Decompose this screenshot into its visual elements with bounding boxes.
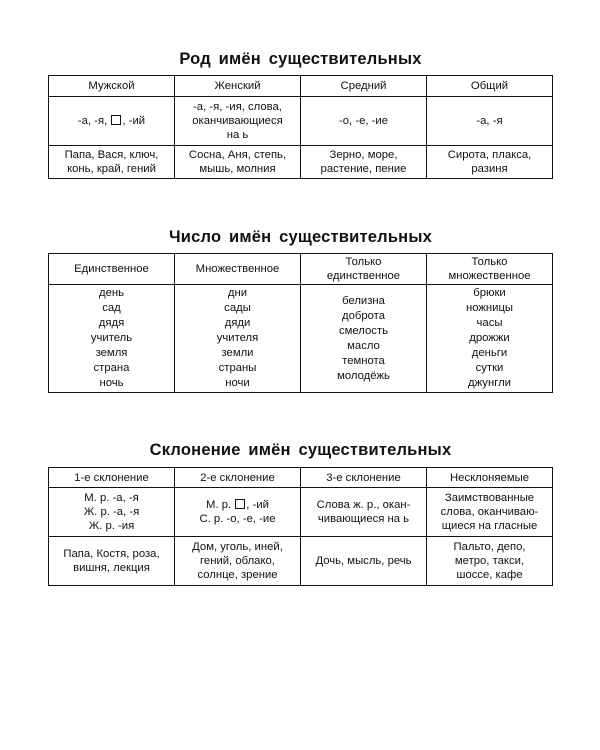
header-line: Только bbox=[471, 256, 508, 268]
word: земля bbox=[95, 347, 128, 359]
plural-words bbox=[175, 285, 301, 393]
header-line: Только bbox=[345, 256, 382, 268]
word: учителя bbox=[216, 332, 259, 344]
indeclinable-examples bbox=[427, 537, 553, 586]
example-line: вишня, лекция bbox=[73, 562, 150, 574]
header-third-declension: 3-е склонение bbox=[301, 468, 427, 488]
declension-examples-row bbox=[49, 537, 553, 586]
word: сутки bbox=[475, 362, 504, 374]
header-masculine: Мужской bbox=[49, 76, 175, 97]
word: дни bbox=[227, 287, 248, 299]
second-declension-rules bbox=[175, 488, 301, 537]
word: ножницы bbox=[465, 302, 514, 314]
rule-line: слова, оканчиваю- bbox=[440, 506, 539, 518]
declension-section bbox=[48, 439, 553, 586]
header-first-declension: 1-е склонение bbox=[49, 468, 175, 488]
word: темнота bbox=[342, 354, 385, 367]
neuter-endings: -о, -е, -ие bbox=[301, 97, 427, 146]
rule-line: щиеся на гласные bbox=[441, 520, 538, 532]
first-declension-examples bbox=[49, 537, 175, 586]
word: белизна bbox=[342, 294, 385, 307]
example-line: гений, облако, bbox=[200, 555, 275, 567]
example-line: растение, пение bbox=[320, 163, 407, 175]
gender-section bbox=[48, 48, 553, 179]
feminine-examples bbox=[175, 146, 301, 179]
common-endings: -а, -я bbox=[427, 97, 553, 146]
gender-header-row bbox=[49, 76, 553, 97]
header-indeclinable: Несклоняемые bbox=[427, 468, 553, 488]
rule-line: Заимствованные bbox=[444, 492, 535, 504]
rule-line: чивающиеся на ь bbox=[317, 513, 410, 525]
neuter-examples bbox=[301, 146, 427, 179]
word: доброта bbox=[342, 309, 385, 322]
second-masc-pre: М. р. bbox=[206, 499, 232, 511]
word: сад bbox=[102, 302, 121, 314]
word: деньги bbox=[471, 347, 508, 359]
word: страна bbox=[93, 362, 130, 374]
rule-line bbox=[179, 498, 296, 512]
feminine-endings bbox=[175, 97, 301, 146]
word: джунгли bbox=[468, 377, 511, 389]
header-line: единственное bbox=[326, 270, 401, 282]
word: смелость bbox=[338, 324, 389, 337]
example-line: Папа, Вася, ключ, bbox=[64, 149, 159, 161]
indeclinable-rules bbox=[427, 488, 553, 537]
example-line: Дочь, мысль, речь bbox=[315, 555, 412, 567]
masculine-endings bbox=[49, 97, 175, 146]
header-plural-only bbox=[427, 254, 553, 285]
masculine-examples bbox=[49, 146, 175, 179]
example-line: Пальто, депо, bbox=[453, 541, 526, 553]
number-title: Число имён существительных bbox=[168, 228, 432, 246]
declension-rules-row bbox=[49, 488, 553, 537]
rule-line: М. р. -а, -я bbox=[84, 492, 139, 504]
word: часы bbox=[476, 317, 503, 329]
plural-only-words bbox=[427, 285, 553, 393]
gender-title: Род имён существительных bbox=[179, 50, 422, 68]
header-line: Множественное bbox=[195, 263, 280, 275]
singular-only-words bbox=[301, 285, 427, 393]
example-line: Зерно, море, bbox=[329, 149, 398, 161]
word: брюки bbox=[473, 287, 506, 299]
declension-header-row bbox=[49, 468, 553, 488]
example-line: солнце, зрение bbox=[197, 569, 278, 581]
rule-line: Слова ж. р., окан- bbox=[316, 499, 411, 511]
example-line: Сосна, Аня, степь, bbox=[188, 149, 287, 161]
example-line: Папа, Костя, роза, bbox=[63, 548, 160, 560]
feminine-endings-line: на ь bbox=[226, 129, 249, 141]
example-line: Сирота, плакса, bbox=[447, 149, 532, 161]
header-neuter: Средний bbox=[301, 76, 427, 97]
number-section bbox=[48, 226, 553, 393]
word: ночь bbox=[99, 377, 124, 389]
example-line: конь, край, гений bbox=[67, 163, 156, 175]
word: учитель bbox=[90, 332, 133, 344]
rule-line: Ж. р. -ия bbox=[88, 520, 135, 532]
word: земли bbox=[221, 347, 254, 359]
word: дрожжи bbox=[469, 332, 510, 344]
example-line: мышь, молния bbox=[199, 163, 276, 175]
feminine-endings-line: оканчивающиеся bbox=[192, 115, 283, 127]
gender-examples-row bbox=[49, 146, 553, 179]
singular-words bbox=[49, 285, 175, 393]
header-common: Общий bbox=[427, 76, 553, 97]
zero-ending-box-icon bbox=[235, 499, 245, 509]
rule-line: С. р. -о, -е, -ие bbox=[199, 513, 276, 525]
number-header-row bbox=[49, 254, 553, 285]
rule-line: Ж. р. -а, -я bbox=[83, 506, 140, 518]
example-line: шоссе, кафе bbox=[456, 569, 523, 581]
feminine-endings-line: -а, -я, -ия, слова, bbox=[193, 101, 282, 113]
example-line: метро, такси, bbox=[454, 555, 525, 567]
word: ночи bbox=[225, 377, 250, 389]
third-declension-rules bbox=[301, 488, 427, 537]
gender-table bbox=[48, 75, 553, 179]
word: молодёжь bbox=[337, 369, 390, 382]
masculine-endings-post: , -ий bbox=[122, 115, 146, 127]
header-line: множественное bbox=[448, 270, 531, 282]
number-table bbox=[48, 253, 553, 393]
second-declension-examples bbox=[175, 537, 301, 586]
header-feminine: Женский bbox=[175, 76, 301, 97]
word: страны bbox=[218, 362, 257, 374]
word: сады bbox=[224, 302, 251, 314]
example-line: разиня bbox=[471, 163, 508, 175]
header-singular-only bbox=[301, 254, 427, 285]
number-words-row bbox=[49, 285, 553, 393]
word: день bbox=[99, 287, 124, 299]
first-declension-rules bbox=[49, 488, 175, 537]
common-examples bbox=[427, 146, 553, 179]
word: масло bbox=[347, 339, 380, 352]
masculine-endings-pre: -а, -я, bbox=[77, 115, 108, 127]
word: дяди bbox=[224, 317, 251, 329]
zero-ending-box-icon bbox=[111, 115, 121, 125]
header-plural bbox=[175, 254, 301, 285]
third-declension-examples bbox=[301, 537, 427, 586]
header-line: Единственное bbox=[74, 263, 149, 275]
declension-title: Склонение имён существительных bbox=[149, 441, 452, 459]
gender-endings-row bbox=[49, 97, 553, 146]
declension-table bbox=[48, 467, 553, 586]
header-second-declension: 2-е склонение bbox=[175, 468, 301, 488]
example-line: Дом, уголь, иней, bbox=[192, 541, 283, 553]
word: дядя bbox=[98, 317, 125, 329]
second-masc-post: , -ий bbox=[246, 499, 269, 511]
header-singular bbox=[49, 254, 175, 285]
